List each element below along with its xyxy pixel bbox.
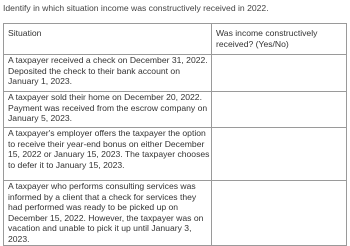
answer-cell[interactable] xyxy=(212,181,347,246)
answer-cell[interactable] xyxy=(212,92,347,128)
instruction-text: Identify in which situation income was constructively received in 2022. xyxy=(3,3,269,13)
situation-cell xyxy=(4,128,212,181)
situation-cell xyxy=(4,92,212,128)
answer-cell[interactable] xyxy=(212,128,347,181)
situation-text: A taxpayer who performs consulting services was informed by a client that a check for services they had performed was ready to be picked up on December 15, 2022. However, the taxpayer was on vacation and unable to pick it up until January 3, 2023. xyxy=(8,181,204,244)
table-row xyxy=(4,55,347,92)
situation-text: A taxpayer received a check on December 31, 2022. Deposited the check to their bank account on January 1, 2023. xyxy=(8,55,208,87)
situation-cell xyxy=(4,55,212,92)
table-row xyxy=(4,181,347,246)
situations-table xyxy=(3,23,347,246)
header-situation: Situation xyxy=(4,24,212,55)
header-constructively-received: Was income constructively received? (Yes/No) xyxy=(212,24,347,55)
table-row xyxy=(4,92,347,128)
answer-cell[interactable] xyxy=(212,55,347,92)
situation-text: A taxpayer's employer offers the taxpayer the option to receive their year-end bonus on either December 15, 2022 or January 15, 2023. The taxpayer chooses to defer it to January 15, 2023. xyxy=(8,128,210,170)
situation-cell xyxy=(4,181,212,246)
table-row xyxy=(4,128,347,181)
table-header-row xyxy=(4,24,347,55)
situation-text: A taxpayer sold their home on December 20, 2022. Payment was received from the escrow company on January 5, 2023. xyxy=(8,92,208,124)
